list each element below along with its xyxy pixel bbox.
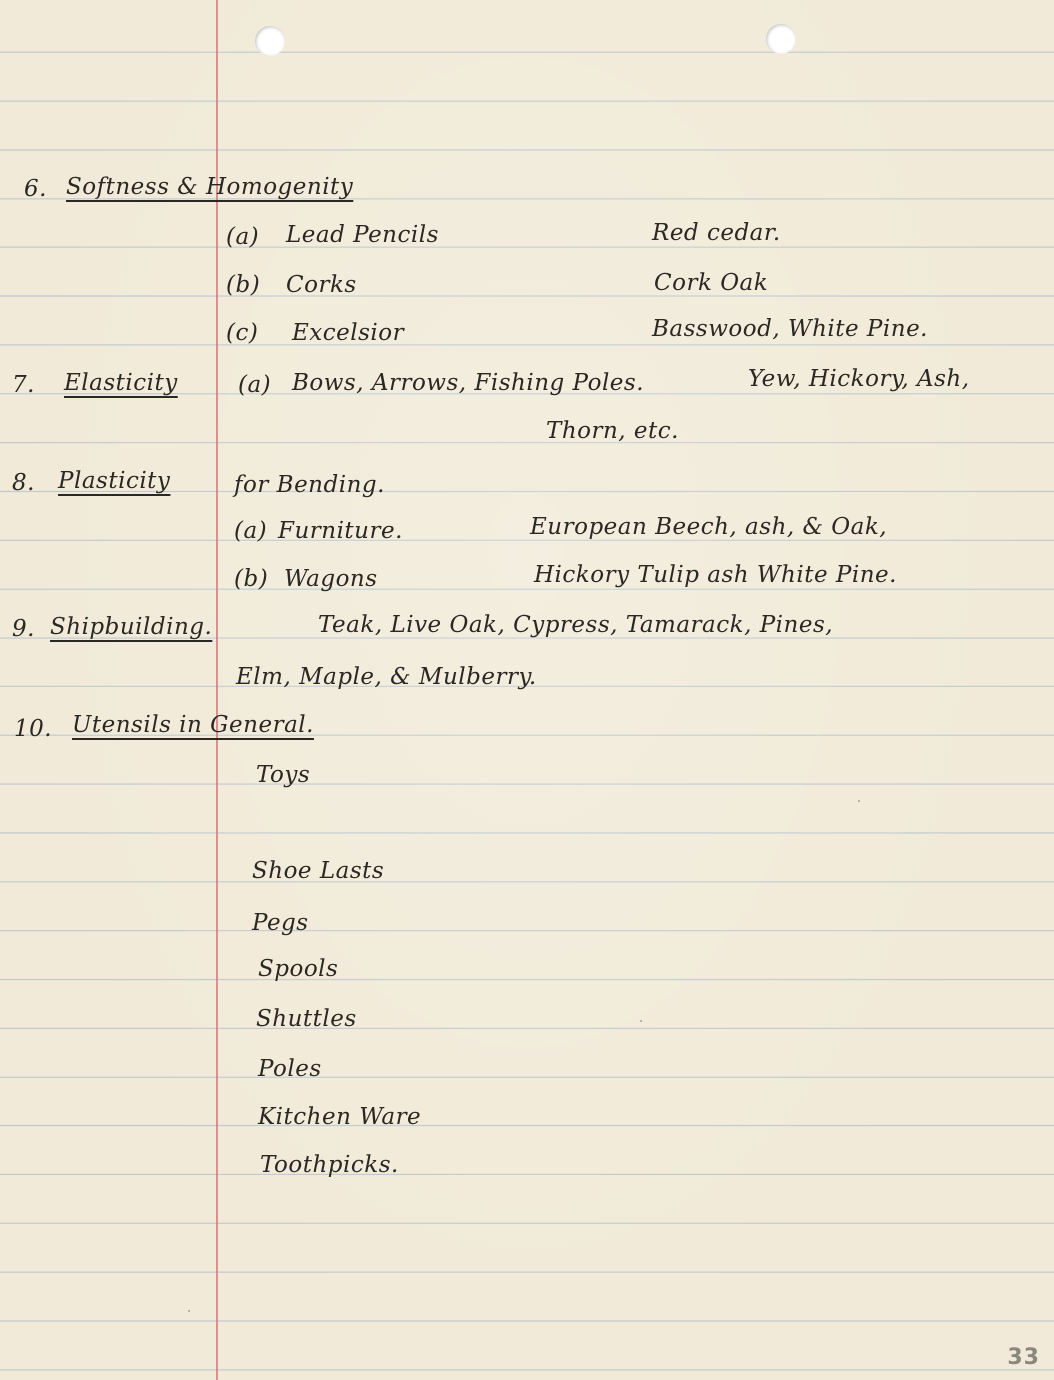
item-8b-wood: Hickory Tulip ash White Pine.	[534, 562, 897, 588]
item-8b-label: (b)	[234, 566, 269, 592]
item-7a-use: Bows, Arrows, Fishing Poles.	[292, 370, 645, 396]
utensil-item: Poles	[258, 1056, 322, 1082]
item-7a-wood-continued: Thorn, etc.	[546, 418, 679, 444]
item-6c-label: (c)	[226, 320, 259, 346]
utensil-item: Toothpicks.	[260, 1152, 399, 1178]
item-9-number: 9.	[12, 616, 35, 642]
item-10-heading: Utensils in General.	[72, 712, 314, 738]
utensil-item: Kitchen Ware	[258, 1104, 422, 1130]
utensil-item: Toys	[256, 762, 311, 788]
utensil-item: Shuttles	[256, 1006, 357, 1032]
item-6c-wood: Basswood, White Pine.	[652, 316, 928, 342]
item-6a-wood: Red cedar.	[652, 220, 781, 246]
item-8a-use: Furniture.	[278, 518, 403, 544]
item-7-number: 7.	[12, 372, 35, 398]
item-8a-label: (a)	[234, 518, 268, 544]
item-6b-use: Corks	[286, 272, 357, 298]
punch-hole-left	[255, 26, 285, 56]
item-6a-use: Lead Pencils	[286, 222, 439, 248]
item-8-number: 8.	[12, 470, 35, 496]
item-10-number: 10.	[14, 716, 53, 742]
paper-speck	[858, 800, 860, 802]
item-9-wood: Teak, Live Oak, Cypress, Tamarack, Pines,	[318, 612, 834, 638]
item-8b-use: Wagons	[284, 566, 378, 592]
item-9-heading: Shipbuilding.	[50, 614, 213, 640]
paper-speck	[640, 1020, 642, 1022]
item-7a-wood: Yew, Hickory, Ash,	[748, 366, 970, 392]
item-6b-label: (b)	[226, 272, 261, 298]
item-6a-label: (a)	[226, 224, 260, 250]
item-9-wood-continued: Elm, Maple, & Mulberry.	[236, 664, 537, 690]
page-number: 33	[1007, 1345, 1040, 1370]
utensil-item: Shoe Lasts	[252, 858, 385, 884]
punch-hole-right	[766, 24, 796, 54]
item-8-intro: for Bending.	[234, 472, 385, 498]
item-6-number: 6.	[24, 176, 47, 202]
item-7a-label: (a)	[238, 372, 272, 398]
item-6c-use: Excelsior	[292, 320, 405, 346]
item-6b-wood: Cork Oak	[654, 270, 769, 296]
margin-rule	[216, 0, 218, 1380]
paper-speck	[188, 1310, 190, 1312]
item-7-heading: Elasticity	[64, 370, 178, 396]
item-8a-wood: European Beech, ash, & Oak,	[530, 514, 888, 540]
utensil-item: Pegs	[252, 910, 309, 936]
utensil-item: Spools	[258, 956, 339, 982]
item-8-heading: Plasticity	[58, 468, 171, 494]
item-6-heading: Softness & Homogenity	[66, 174, 354, 200]
